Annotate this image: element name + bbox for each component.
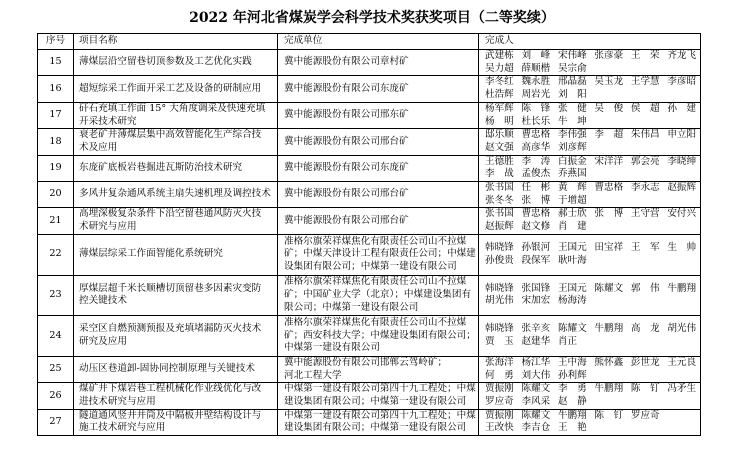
completers-cell — [479, 208, 701, 234]
project-name-line: 厚煤层超千米长顺槽切顶留巷多因素灾变防 — [79, 282, 262, 294]
completing-unit-line: 冀中能源股份有限公司东庞矿 — [284, 82, 409, 94]
person-name: 张彦豪 — [594, 50, 624, 61]
project-name-line: 术研究与应用 — [79, 221, 137, 233]
person-name: 吴玉龙 — [594, 76, 624, 88]
person-name: 薛顺楷 — [521, 62, 551, 74]
person-name: 李 勇 — [557, 383, 587, 395]
completers-line — [485, 295, 700, 308]
row-number: 24 — [38, 316, 74, 357]
completing-unit-line: 冀中能源股份有限公司邢台矿 — [284, 188, 409, 200]
person-name: 乔燕国 — [557, 168, 587, 180]
person-name: 杜浩辉 — [485, 89, 514, 101]
table-row — [38, 275, 701, 316]
person-name: 韩晓锋 — [485, 241, 514, 253]
completers-cell — [479, 50, 701, 76]
completers-cell — [479, 316, 701, 357]
project-name-cell — [74, 383, 278, 409]
completing-unit-cell — [278, 129, 479, 155]
person-name: 高 龙 — [630, 323, 660, 335]
person-name: 赵文强 — [485, 141, 514, 153]
person-name: 张 博 — [594, 208, 624, 220]
person-name: 张书国 — [485, 182, 514, 194]
project-name-cell — [74, 102, 278, 128]
completers-line — [485, 168, 700, 181]
completers-line — [485, 255, 700, 268]
completers-line — [485, 357, 700, 370]
table-row — [38, 182, 701, 208]
person-name: 孙 建 — [667, 102, 697, 114]
person-name: 吴力超 — [485, 62, 514, 74]
person-name: 宋伟峰 — [557, 50, 587, 61]
completers-cell — [479, 383, 701, 409]
project-name-cell — [74, 129, 278, 155]
person-name: 赵建华 — [521, 336, 551, 348]
completing-unit-cell — [278, 76, 479, 102]
project-name-line: 控关键技术 — [79, 295, 127, 307]
person-name: 牛鹏翔 — [667, 282, 697, 294]
completing-unit-line: 冀中能源股份有限公司邢东矿 — [284, 109, 409, 121]
completing-unit-line: 建设集团有限公司；中煤第一建设有限公司 — [284, 396, 467, 408]
person-name: 王学慧 — [630, 76, 660, 88]
person-name: 生 帅 — [667, 241, 697, 253]
row-number: 21 — [38, 208, 74, 234]
completers-line — [485, 336, 700, 349]
person-name: 赵振辉 — [667, 182, 697, 194]
person-name: 杨 明 — [485, 115, 514, 127]
completers-cell — [479, 155, 701, 181]
completing-unit-line: 建设集团有限公司；中煤第一建设有限公司 — [284, 422, 467, 434]
person-name: 胡光伟 — [485, 295, 514, 307]
completers-cell — [479, 182, 701, 208]
awards-table — [37, 33, 701, 436]
completing-unit-cell — [278, 155, 479, 181]
project-name-cell — [74, 76, 278, 102]
completers-cell — [479, 102, 701, 128]
table-header — [38, 34, 701, 50]
person-name: 吴宗俞 — [557, 62, 587, 74]
person-name: 邸乐顺 — [485, 129, 514, 141]
completing-unit-line: 冀中能源股份有限公司章村矿 — [284, 56, 409, 68]
completers-line — [485, 63, 700, 76]
person-name: 陈 钉 — [630, 383, 660, 395]
row-number: 26 — [38, 383, 74, 409]
person-name: 赵文修 — [521, 221, 551, 233]
person-name: 刘 阳 — [557, 89, 587, 101]
person-name: 韩晓锋 — [485, 282, 514, 294]
person-name: 张冬冬 — [485, 194, 514, 206]
person-name: 王 荣 — [630, 50, 660, 61]
completing-unit-line: 冀中能源股份有限公司邯郸云驾岭矿； — [284, 356, 448, 368]
person-name: 杨江华 — [521, 356, 551, 368]
person-name: 任 彬 — [521, 182, 551, 194]
completing-unit-cell — [278, 275, 479, 316]
person-name: 周岩光 — [521, 89, 551, 101]
person-name: 魏永胜 — [521, 76, 551, 88]
person-name: 耿叶海 — [557, 254, 587, 266]
person-name: 王国元 — [557, 282, 587, 294]
completing-unit-cell — [278, 50, 479, 76]
person-name: 牛 坤 — [557, 115, 587, 127]
completers-cell — [479, 409, 701, 435]
project-name-cell — [74, 208, 278, 234]
person-name: 王国元 — [557, 241, 587, 253]
person-name: 张海洋 — [485, 356, 514, 368]
project-name-line: 施工技术研究与应用 — [79, 422, 166, 434]
completing-unit-cell — [278, 409, 479, 435]
person-name: 牛鹏翔 — [594, 383, 624, 395]
person-name: 陈 钉 — [594, 409, 624, 421]
project-name-line: 采空区自燃预测预报及充填堵漏防灭火技术 — [79, 323, 262, 335]
person-name: 陈耀文 — [521, 409, 551, 421]
row-number: 20 — [38, 182, 74, 208]
person-name: 李 涛 — [521, 155, 551, 167]
completing-unit-cell — [278, 316, 479, 357]
project-name-cell — [74, 155, 278, 181]
person-name: 胡光伟 — [667, 323, 697, 335]
row-number: 17 — [38, 102, 74, 128]
person-name: 曹忠格 — [521, 208, 551, 220]
row-number: 18 — [38, 129, 74, 155]
project-name-line: 进技术研究与应用 — [79, 396, 156, 408]
person-name: 白振金 — [557, 155, 587, 167]
row-number: 23 — [38, 275, 74, 316]
person-name: 段保军 — [521, 254, 551, 266]
person-name: 宋洋洋 — [594, 155, 624, 167]
person-name: 牛鹏翔 — [557, 409, 587, 421]
person-name: 罗应奇 — [630, 409, 660, 421]
header-project: 项目名称 — [74, 34, 278, 50]
person-name: 刘大伟 — [521, 369, 551, 381]
person-name: 王元良 — [667, 356, 697, 368]
header-row — [38, 34, 701, 50]
person-name: 陈耀文 — [594, 282, 624, 294]
person-name: 安付兴 — [667, 208, 697, 220]
person-name: 何 勇 — [485, 369, 514, 381]
project-name-line: 高埋深极复杂条件下沿空留巷通风防灭火技 — [79, 208, 262, 220]
person-name: 牛鹏翔 — [594, 323, 624, 335]
project-name-line: 衰老矿井薄煤层集中高效智能化生产综合技 — [79, 129, 262, 141]
completers-line — [485, 242, 700, 255]
person-name: 于增超 — [557, 194, 587, 206]
person-name: 邢晶磊 — [557, 76, 587, 88]
header-no: 序号 — [38, 34, 74, 50]
person-name: 孙银河 — [521, 241, 551, 253]
table-body — [38, 50, 701, 436]
completers-line — [485, 370, 700, 383]
person-name: 孟俊杰 — [521, 168, 551, 180]
completers-cell — [479, 275, 701, 316]
person-name: 赵 静 — [557, 396, 587, 408]
person-name: 黄 辉 — [557, 182, 587, 194]
completing-unit-cell — [278, 383, 479, 409]
page-title: 2022 年河北省煤炭学会科学技术奖获奖项目（二等奖续） — [189, 10, 555, 26]
completing-unit-line: 准格尔旗荣祥煤焦化有限责任公司山不拉煤 — [284, 235, 467, 247]
person-name: 朱伟昌 — [630, 129, 660, 141]
completers-line — [485, 50, 700, 63]
project-name-line: 薄煤层综采工作面智能化系统研究 — [79, 248, 223, 260]
completers-line — [485, 116, 700, 129]
completing-unit-line: 冀中能源股份有限公司邢台矿 — [284, 135, 409, 147]
person-name: 高彦华 — [521, 141, 551, 153]
project-name-line: 术及应用 — [79, 141, 118, 153]
completers-line — [485, 142, 700, 155]
person-name: 张国锋 — [521, 282, 551, 294]
person-name: 吴 俊 — [594, 102, 624, 114]
person-name: 申立阳 — [667, 129, 697, 141]
row-number: 22 — [38, 234, 74, 275]
completing-unit-line: 中煤第一建设有限公司 — [284, 342, 380, 354]
completing-unit-line: 中煤第一建设有限公司第四十九工程处；中煤 — [284, 409, 476, 421]
person-name: 张 博 — [521, 194, 551, 206]
completers-line — [485, 396, 700, 409]
person-name: 侯 超 — [630, 102, 660, 114]
table-row — [38, 76, 701, 102]
person-name: 刘 峰 — [521, 50, 551, 61]
person-name: 张 健 — [557, 102, 587, 114]
table-row — [38, 356, 701, 382]
table-row — [38, 409, 701, 435]
person-name: 孙利辉 — [557, 369, 587, 381]
project-name-cell — [74, 234, 278, 275]
person-name: 熊怀鑫 — [594, 356, 624, 368]
person-name: 王改快 — [485, 422, 514, 434]
completing-unit-cell — [278, 208, 479, 234]
completing-unit-line: 河北工程大学 — [284, 369, 342, 381]
row-number: 15 — [38, 50, 74, 76]
completers-cell — [479, 356, 701, 382]
project-name-cell — [74, 409, 278, 435]
completers-line — [485, 383, 700, 396]
person-name: 武建栋 — [485, 50, 514, 61]
project-name-line: 煤矿井下煤岩巷工程机械化作业线优化与改 — [79, 383, 262, 395]
person-name: 李永志 — [630, 182, 660, 194]
completing-unit-cell — [278, 102, 479, 128]
person-name: 陈耀文 — [557, 323, 587, 335]
person-name: 曹忠格 — [521, 129, 551, 141]
table-row — [38, 50, 701, 76]
row-number: 25 — [38, 356, 74, 382]
person-name: 冯矛生 — [667, 383, 697, 395]
person-name: 李风采 — [521, 396, 551, 408]
header-people: 完成人 — [479, 34, 701, 50]
person-name: 李伟强 — [557, 129, 587, 141]
person-name: 王中海 — [557, 356, 587, 368]
person-name: 肖正 — [557, 336, 578, 348]
completers-line — [485, 410, 700, 423]
completing-unit-line: 中煤第一建设有限公司第四十九工程处；中煤 — [284, 383, 476, 395]
completing-unit-line: 矿；西安科技大学；中煤建设集团有限公司； — [284, 329, 476, 341]
completing-unit-cell — [278, 234, 479, 275]
completers-line — [485, 182, 700, 195]
completing-unit-line: 设集团有限公司；中煤第一建设有限公司 — [284, 261, 457, 273]
person-name: 李彦昭 — [667, 76, 697, 88]
table-row — [38, 129, 701, 155]
completers-line — [485, 129, 700, 142]
completers-line — [485, 103, 700, 116]
completing-unit-line: 矿；中煤天津设计工程有限责任公司；中煤建 — [284, 248, 476, 260]
header-unit: 完成单位 — [278, 34, 479, 50]
person-name: 罗应奇 — [485, 396, 514, 408]
person-name: 陈耀文 — [521, 383, 551, 395]
person-name: 郭会亮 — [630, 155, 660, 167]
person-name: 张辛亥 — [521, 323, 551, 335]
table-row — [38, 316, 701, 357]
completers-line — [485, 283, 700, 296]
completing-unit-line: 冀中能源股份有限公司东庞矿 — [284, 161, 409, 173]
person-name: 田宝祥 — [594, 241, 624, 253]
person-name: 彭世龙 — [630, 356, 660, 368]
person-name: 李 战 — [485, 168, 514, 180]
person-name: 张书国 — [485, 208, 514, 220]
completing-unit-line: 冀中能源股份有限公司邢台矿 — [284, 214, 409, 226]
project-name-line: 开采技术研究 — [79, 115, 137, 127]
completers-cell — [479, 76, 701, 102]
project-name-line: 动压区巷道卸-固协同控制原理与关键技术 — [79, 363, 255, 375]
project-name-cell — [74, 50, 278, 76]
completers-line — [485, 208, 700, 221]
completing-unit-line: 矿；中国矿业大学（北京）；中煤建设集团有 — [284, 289, 472, 301]
completing-unit-cell — [278, 182, 479, 208]
project-name-line: 东庞矿底板岩巷掘进瓦斯防治技术研究 — [79, 161, 243, 173]
row-number: 27 — [38, 409, 74, 435]
person-name: 王德胜 — [485, 155, 514, 167]
table-row — [38, 383, 701, 409]
person-name: 贾 玉 — [485, 336, 514, 348]
person-name: 李吉仓 — [521, 422, 551, 434]
completing-unit-cell — [278, 356, 479, 382]
completers-cell — [479, 234, 701, 275]
person-name: 赵振辉 — [485, 221, 514, 233]
project-name-line: 研究及应用 — [79, 336, 127, 348]
completers-line — [485, 195, 700, 208]
project-name-line: 多风井复杂通风系统主扇失速机理及调控技术 — [79, 188, 271, 200]
person-name: 韩晓锋 — [485, 323, 514, 335]
completers-line — [485, 323, 700, 336]
row-number: 19 — [38, 155, 74, 181]
completing-unit-line: 准格尔旗荣祥煤焦化有限责任公司山不拉煤 — [284, 276, 467, 288]
person-name: 陈 锋 — [521, 102, 551, 114]
completing-unit-line: 准格尔旗荣祥煤焦化有限责任公司山不拉煤 — [284, 317, 467, 328]
person-name: 杨海涛 — [557, 295, 587, 307]
person-name: 郝士欣 — [557, 208, 587, 220]
person-name: 杜长乐 — [521, 115, 551, 127]
row-number: 16 — [38, 76, 74, 102]
project-name-line: 隧道通风竖井井筒及中隔板井壁结构设计与 — [79, 409, 262, 421]
person-name: 李冬红 — [485, 76, 514, 88]
person-name: 王 艳 — [557, 422, 587, 434]
project-name-line: 薄煤层沿空留巷切顶参数及工艺优化实践 — [79, 56, 252, 68]
completers-line — [485, 221, 700, 234]
project-name-cell — [74, 275, 278, 316]
person-name: 李晓绅 — [667, 155, 697, 167]
person-name: 肖 建 — [557, 221, 587, 233]
table-row — [38, 102, 701, 128]
table-row — [38, 234, 701, 275]
person-name: 孙俊贵 — [485, 254, 514, 266]
project-name-line: 矸石充填工作面 15° 大角度调采及快速充填 — [79, 102, 266, 114]
person-name: 贾振刚 — [485, 409, 514, 421]
completers-line — [485, 156, 700, 169]
person-name: 刘彦辉 — [557, 141, 587, 153]
person-name: 杨军辉 — [485, 102, 514, 114]
person-name: 贾振刚 — [485, 383, 514, 395]
person-name: 李 超 — [594, 129, 624, 141]
person-name: 郭 伟 — [630, 282, 660, 294]
person-name: 王守营 — [630, 208, 660, 220]
project-name-cell — [74, 356, 278, 382]
project-name-cell — [74, 182, 278, 208]
completers-line — [485, 76, 700, 89]
table-row — [38, 208, 701, 234]
project-name-line: 超短综采工作面开采工艺及设备的研制应用 — [79, 82, 262, 94]
person-name: 齐龙飞 — [667, 50, 697, 61]
project-name-cell — [74, 316, 278, 357]
table-row — [38, 155, 701, 181]
person-name: 宋加宏 — [521, 295, 551, 307]
person-name: 曹忠格 — [594, 182, 624, 194]
completers-cell — [479, 129, 701, 155]
person-name: 王 军 — [630, 241, 660, 253]
completers-line — [485, 89, 700, 102]
completers-line — [485, 422, 700, 435]
completing-unit-line: 限公司；中煤第一建设有限公司 — [284, 301, 419, 313]
